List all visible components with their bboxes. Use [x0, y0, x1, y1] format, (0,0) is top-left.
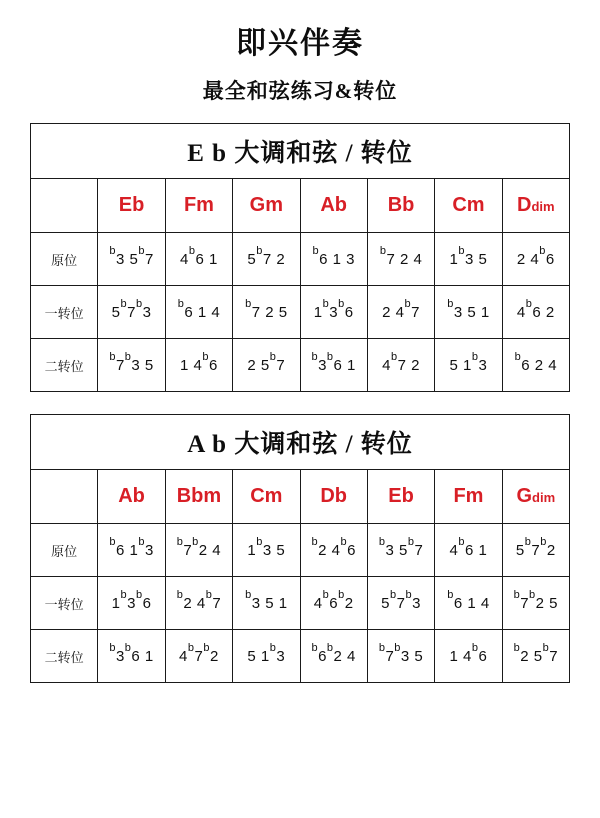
table-row [31, 630, 570, 683]
chord-cell: 2 4$^b$6 [502, 233, 569, 286]
chord-cell: 1$^b$3$^b$6 [98, 577, 165, 630]
chord-cell: $^b$6 1 4 [435, 577, 502, 630]
table-row [31, 233, 570, 286]
chord-table-eb-body [31, 124, 570, 392]
table-caption: A b 大调和弦 / 转位 [31, 415, 570, 470]
chord-root: Fm [453, 485, 484, 507]
chord-cell: 4$^b$7 2 [367, 339, 434, 392]
chord-column-header [367, 470, 434, 524]
row-label: 一转位 [31, 577, 98, 630]
chord-cell: $^b$7$^b$2 5 [502, 577, 569, 630]
row-label: 原位 [31, 524, 98, 577]
chord-cell: 1$^b$3 5 [233, 524, 300, 577]
chord-cell: $^b$2 4$^b$7 [165, 577, 232, 630]
chord-cell: 5$^b$7$^b$3 [98, 286, 165, 339]
chord-suffix: dim [531, 199, 555, 214]
row-label: 一转位 [31, 286, 98, 339]
chord-cell: 5$^b$7$^b$2 [502, 524, 569, 577]
table-header-row [31, 470, 570, 524]
chord-cell: 5 1$^b$3 [435, 339, 502, 392]
table-row [31, 339, 570, 392]
corner-cell [31, 470, 98, 524]
chord-root: Ab [118, 485, 145, 507]
chord-cell: $^b$2 5$^b$7 [502, 630, 569, 683]
chord-cell: $^b$7$^b$3 5 [367, 630, 434, 683]
chord-column-header [233, 179, 300, 233]
table-row [31, 286, 570, 339]
chord-root: G [516, 485, 533, 507]
chord-cell: $^b$6$^b$2 4 [300, 630, 367, 683]
chord-cell: $^b$3 5$^b$7 [98, 233, 165, 286]
chord-column-header [165, 179, 232, 233]
table-header-row [31, 179, 570, 233]
chord-cell: $^b$7$^b$3 5 [98, 339, 165, 392]
chord-root: Cm [250, 485, 283, 507]
chord-column-header [502, 179, 569, 233]
table-row [31, 524, 570, 577]
chord-cell: 5$^b$7 2 [233, 233, 300, 286]
row-label: 二转位 [31, 630, 98, 683]
row-label: 二转位 [31, 339, 98, 392]
chord-cell: $^b$6 1$^b$3 [98, 524, 165, 577]
chord-cell: $^b$3 5 1 [233, 577, 300, 630]
chord-cell: 4$^b$6 1 [435, 524, 502, 577]
chord-column-header [367, 179, 434, 233]
chord-cell: 1$^b$3$^b$6 [300, 286, 367, 339]
chord-cell: 4$^b$6 2 [502, 286, 569, 339]
chord-cell: 4$^b$6 1 [165, 233, 232, 286]
chord-cell: $^b$3 5$^b$7 [367, 524, 434, 577]
chord-column-header [502, 470, 569, 524]
chord-column-header [98, 179, 165, 233]
table-caption-row [31, 124, 570, 179]
chord-column-header [435, 179, 502, 233]
chord-column-header [300, 179, 367, 233]
chord-cell: 2 5$^b$7 [233, 339, 300, 392]
chord-cell: $^b$6 1 4 [165, 286, 232, 339]
chord-cell: $^b$7$^b$2 4 [165, 524, 232, 577]
chord-cell: 5$^b$7$^b$3 [367, 577, 434, 630]
chord-cell: 4$^b$7$^b$2 [165, 630, 232, 683]
chord-root: Gm [249, 194, 283, 216]
page-title: 即兴伴奏 [236, 27, 364, 60]
chord-cell: 1 4$^b$6 [165, 339, 232, 392]
chord-table-eb [30, 123, 570, 392]
chord-root: Cm [452, 194, 485, 216]
table-row [31, 577, 570, 630]
row-label: 原位 [31, 233, 98, 286]
table-caption: E b 大调和弦 / 转位 [31, 124, 570, 179]
chord-root: D [517, 194, 532, 216]
table-caption-row [31, 415, 570, 470]
chord-cell: $^b$3 5 1 [435, 286, 502, 339]
chord-cell: 2 4$^b$7 [367, 286, 434, 339]
chord-cell: 4$^b$6$^b$2 [300, 577, 367, 630]
chord-column-header [300, 470, 367, 524]
chord-cell: $^b$6 2 4 [502, 339, 569, 392]
chord-cell: $^b$6 1 3 [300, 233, 367, 286]
chord-table-block-2 [30, 414, 570, 683]
chord-root: Db [320, 485, 348, 507]
page-subtitle: 最全和弦练习&转位 [202, 79, 398, 103]
chord-cell: 1 4$^b$6 [435, 630, 502, 683]
chord-cell: $^b$7 2 4 [367, 233, 434, 286]
chord-column-header [233, 470, 300, 524]
chord-column-header [165, 470, 232, 524]
chord-column-header [435, 470, 502, 524]
chord-cell: 5 1$^b$3 [233, 630, 300, 683]
chord-root: Bb [387, 194, 415, 216]
chord-root: Eb [118, 194, 145, 216]
chord-root: Eb [388, 485, 414, 507]
chord-table-ab-body [31, 415, 570, 683]
chord-cell: 1$^b$3 5 [435, 233, 502, 286]
corner-cell [31, 179, 98, 233]
chord-table-block-1 [30, 123, 570, 392]
chord-cell: $^b$3$^b$6 1 [300, 339, 367, 392]
chord-root: Bbm [176, 485, 222, 507]
chord-table-ab [30, 414, 570, 683]
chord-cell: $^b$2 4$^b$6 [300, 524, 367, 577]
chord-root: Ab [320, 194, 348, 216]
chord-cell: $^b$7 2 5 [233, 286, 300, 339]
chord-root: Fm [183, 194, 214, 216]
chord-suffix: dim [532, 490, 556, 505]
sheet-page [0, 18, 600, 818]
chord-cell: $^b$3$^b$6 1 [98, 630, 165, 683]
chord-column-header [98, 470, 165, 524]
